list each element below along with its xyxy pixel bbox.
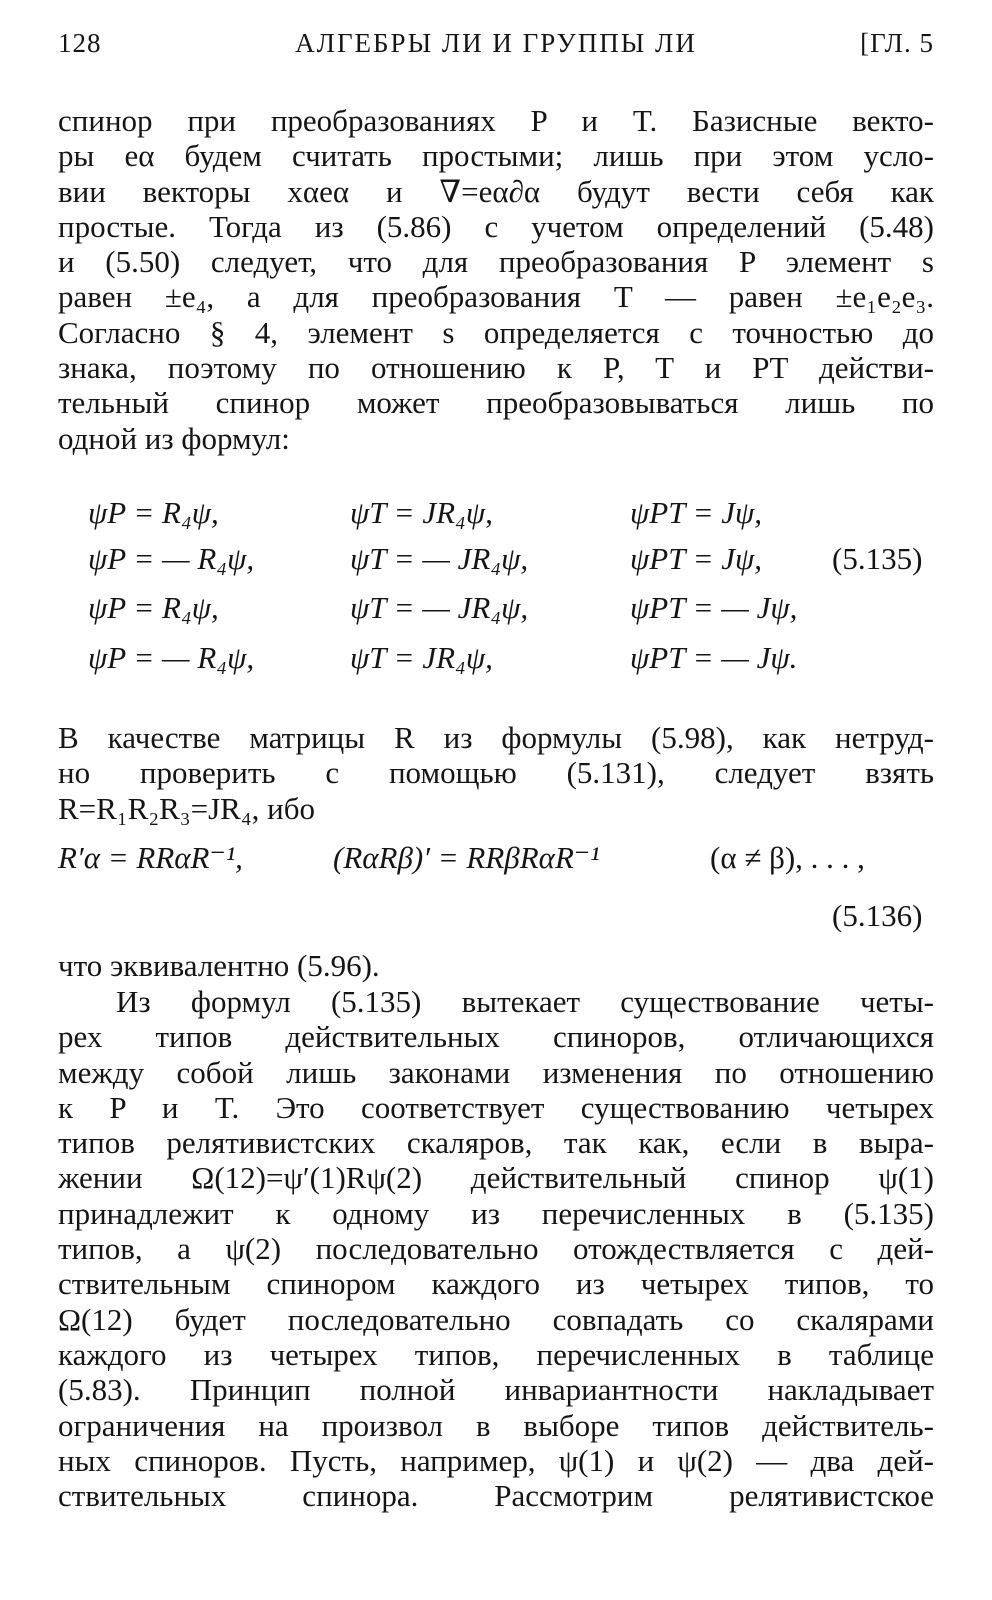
text-line: равен ±e₄, а для преобразования T — равен ±e₁e₂e₃. — [58, 279, 934, 315]
eq-cell: ψP = R₄ψ, — [88, 495, 219, 530]
paragraph-2 — [58, 720, 934, 826]
text-line: одной из формул: — [58, 420, 290, 456]
eq-cell: ψPT = — Jψ. — [630, 640, 798, 675]
text-line: жении Ω(12)=ψ′(1)Rψ(2) действительный спинор ψ(1) — [58, 1160, 934, 1196]
eq-cell: ψT = — JR₄ψ, — [350, 541, 529, 576]
text-line: простые. Тогда из (5.86) с учетом определений (5.48) — [58, 208, 934, 244]
text-line: ствительным спинором каждого из четырех типов, то — [58, 1266, 934, 1302]
text-line: Ω(12) будет последовательно совпадать со скалярами — [58, 1301, 934, 1337]
text-line: Из формул (5.135) вытекает существование четы- — [116, 984, 934, 1019]
eq-cell: ψPT = Jψ, — [630, 495, 763, 530]
text-line: ных спиноров. Пусть, например, ψ(1) и ψ(2) — два дей- — [58, 1442, 934, 1478]
text-line: каждого из четырех типов, перечисленных в таблице — [58, 1336, 934, 1372]
eq-cell: ψT = JR₄ψ, — [350, 495, 493, 530]
text-line: типов, а ψ(2) последовательно отождествляется с дей- — [58, 1231, 934, 1267]
text-line: типов релятивистских скаляров, так как, если в выра- — [58, 1125, 934, 1161]
equation-number: (5.135) — [832, 541, 923, 576]
text-line: что эквивалентно (5.96). — [58, 948, 380, 983]
eq-part: R′α = RRαR⁻¹, — [58, 840, 243, 875]
eq-cell: ψP = — R₄ψ, — [88, 640, 255, 675]
equation-number: (5.136) — [832, 898, 923, 933]
page-number: 128 — [58, 28, 102, 58]
text-line: (5.83). Принцип полной инвариантности накладывает — [58, 1372, 934, 1408]
text-line: рех типов действительных спиноров, отличающихся — [58, 1019, 934, 1055]
text-line: ствительных спинора. Рассмотрим релятивистское — [58, 1478, 934, 1514]
text-line: R=R₁R₂R₃=JR₄, ибо — [58, 790, 316, 826]
text-line: тельный спинор может преобразовываться лишь по — [58, 385, 934, 421]
text-line: ограничения на произвол в выборе типов действитель- — [58, 1407, 934, 1443]
eq-cell: ψT = — JR₄ψ, — [350, 590, 529, 625]
text-line: принадлежит к одному из перечисленных в (5.135) — [58, 1195, 934, 1231]
eq-cell: ψPT = Jψ, — [630, 541, 763, 576]
eq-cell: ψP = — R₄ψ, — [88, 541, 255, 576]
text-line: ры eα будем считать простыми; лишь при этом усло- — [58, 138, 934, 174]
eq-cell: ψT = JR₄ψ, — [350, 640, 493, 675]
text-line: знака, поэтому по отношению к P, T и PT действи- — [58, 350, 934, 386]
text-line: между собой лишь законами изменения по отношению — [58, 1054, 934, 1090]
paragraph-1 — [58, 103, 934, 456]
eq-part: (RαRβ)′ = RRβRαR⁻¹ — [333, 840, 600, 875]
paragraph-3 — [58, 948, 934, 983]
text-line: но проверить с помощью (5.131), следует взять — [58, 755, 934, 791]
running-title: АЛГЕБРЫ ЛИ И ГРУППЫ ЛИ — [295, 28, 697, 58]
text-line: В качестве матрицы R из формулы (5.98), как нетруд- — [58, 720, 934, 755]
text-line: Согласно § 4, элемент s определяется с точностью до — [58, 314, 934, 350]
chapter-marker: [ГЛ. 5 — [860, 28, 934, 58]
eq-cell: ψPT = — Jψ, — [630, 590, 798, 625]
text-line: спинор при преобразованиях P и T. Базисные векто- — [58, 103, 934, 138]
text-line: и (5.50) следует, что для преобразования P элемент s — [58, 244, 934, 280]
eq-cell: ψP = R₄ψ, — [88, 590, 219, 625]
text-line: к P и T. Это соответствует существованию четырех — [58, 1089, 934, 1125]
text-line: вии векторы xαeα и ∇=eα∂α будут вести себя как — [58, 173, 934, 209]
eq-part: (α ≠ β), . . . , — [710, 840, 865, 875]
page-header — [58, 28, 934, 68]
paragraph-4 — [58, 984, 934, 1513]
